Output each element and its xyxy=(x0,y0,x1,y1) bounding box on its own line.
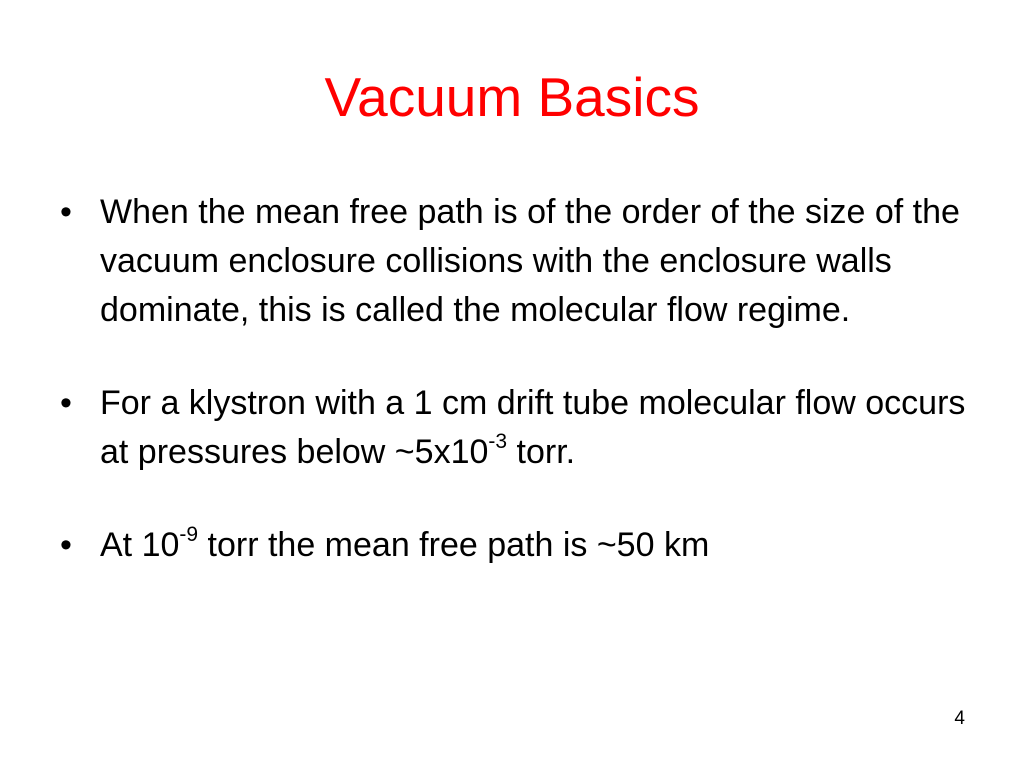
bullet-icon: • xyxy=(60,384,72,422)
bullet-item-klystron xyxy=(60,379,980,477)
bullet-text-before: At 10 xyxy=(100,526,180,564)
bullet-text-before: For a klystron with a 1 cm drift tube molecular flow occurs at pressures below ~5x10 xyxy=(100,384,966,471)
exponent: -9 xyxy=(179,523,199,546)
bullet-text: When the mean free path is of the order of the size of the vacuum enclosure collisions with the enclosure walls dominate, this is called the molecular flow regime. xyxy=(100,193,960,329)
bullet-list xyxy=(60,188,980,614)
bullet-icon: • xyxy=(60,526,72,564)
bullet-icon: • xyxy=(60,193,72,231)
bullet-item-mean-free-path xyxy=(60,188,980,335)
bullet-text-after: torr. xyxy=(507,433,576,471)
bullet-text-after: torr the mean free path is ~50 km xyxy=(198,526,710,564)
exponent: -3 xyxy=(488,430,508,453)
slide-number: 4 xyxy=(954,708,965,729)
bullet-item-mean-free-path-value xyxy=(60,521,980,570)
slide-title: Vacuum Basics xyxy=(324,66,700,128)
